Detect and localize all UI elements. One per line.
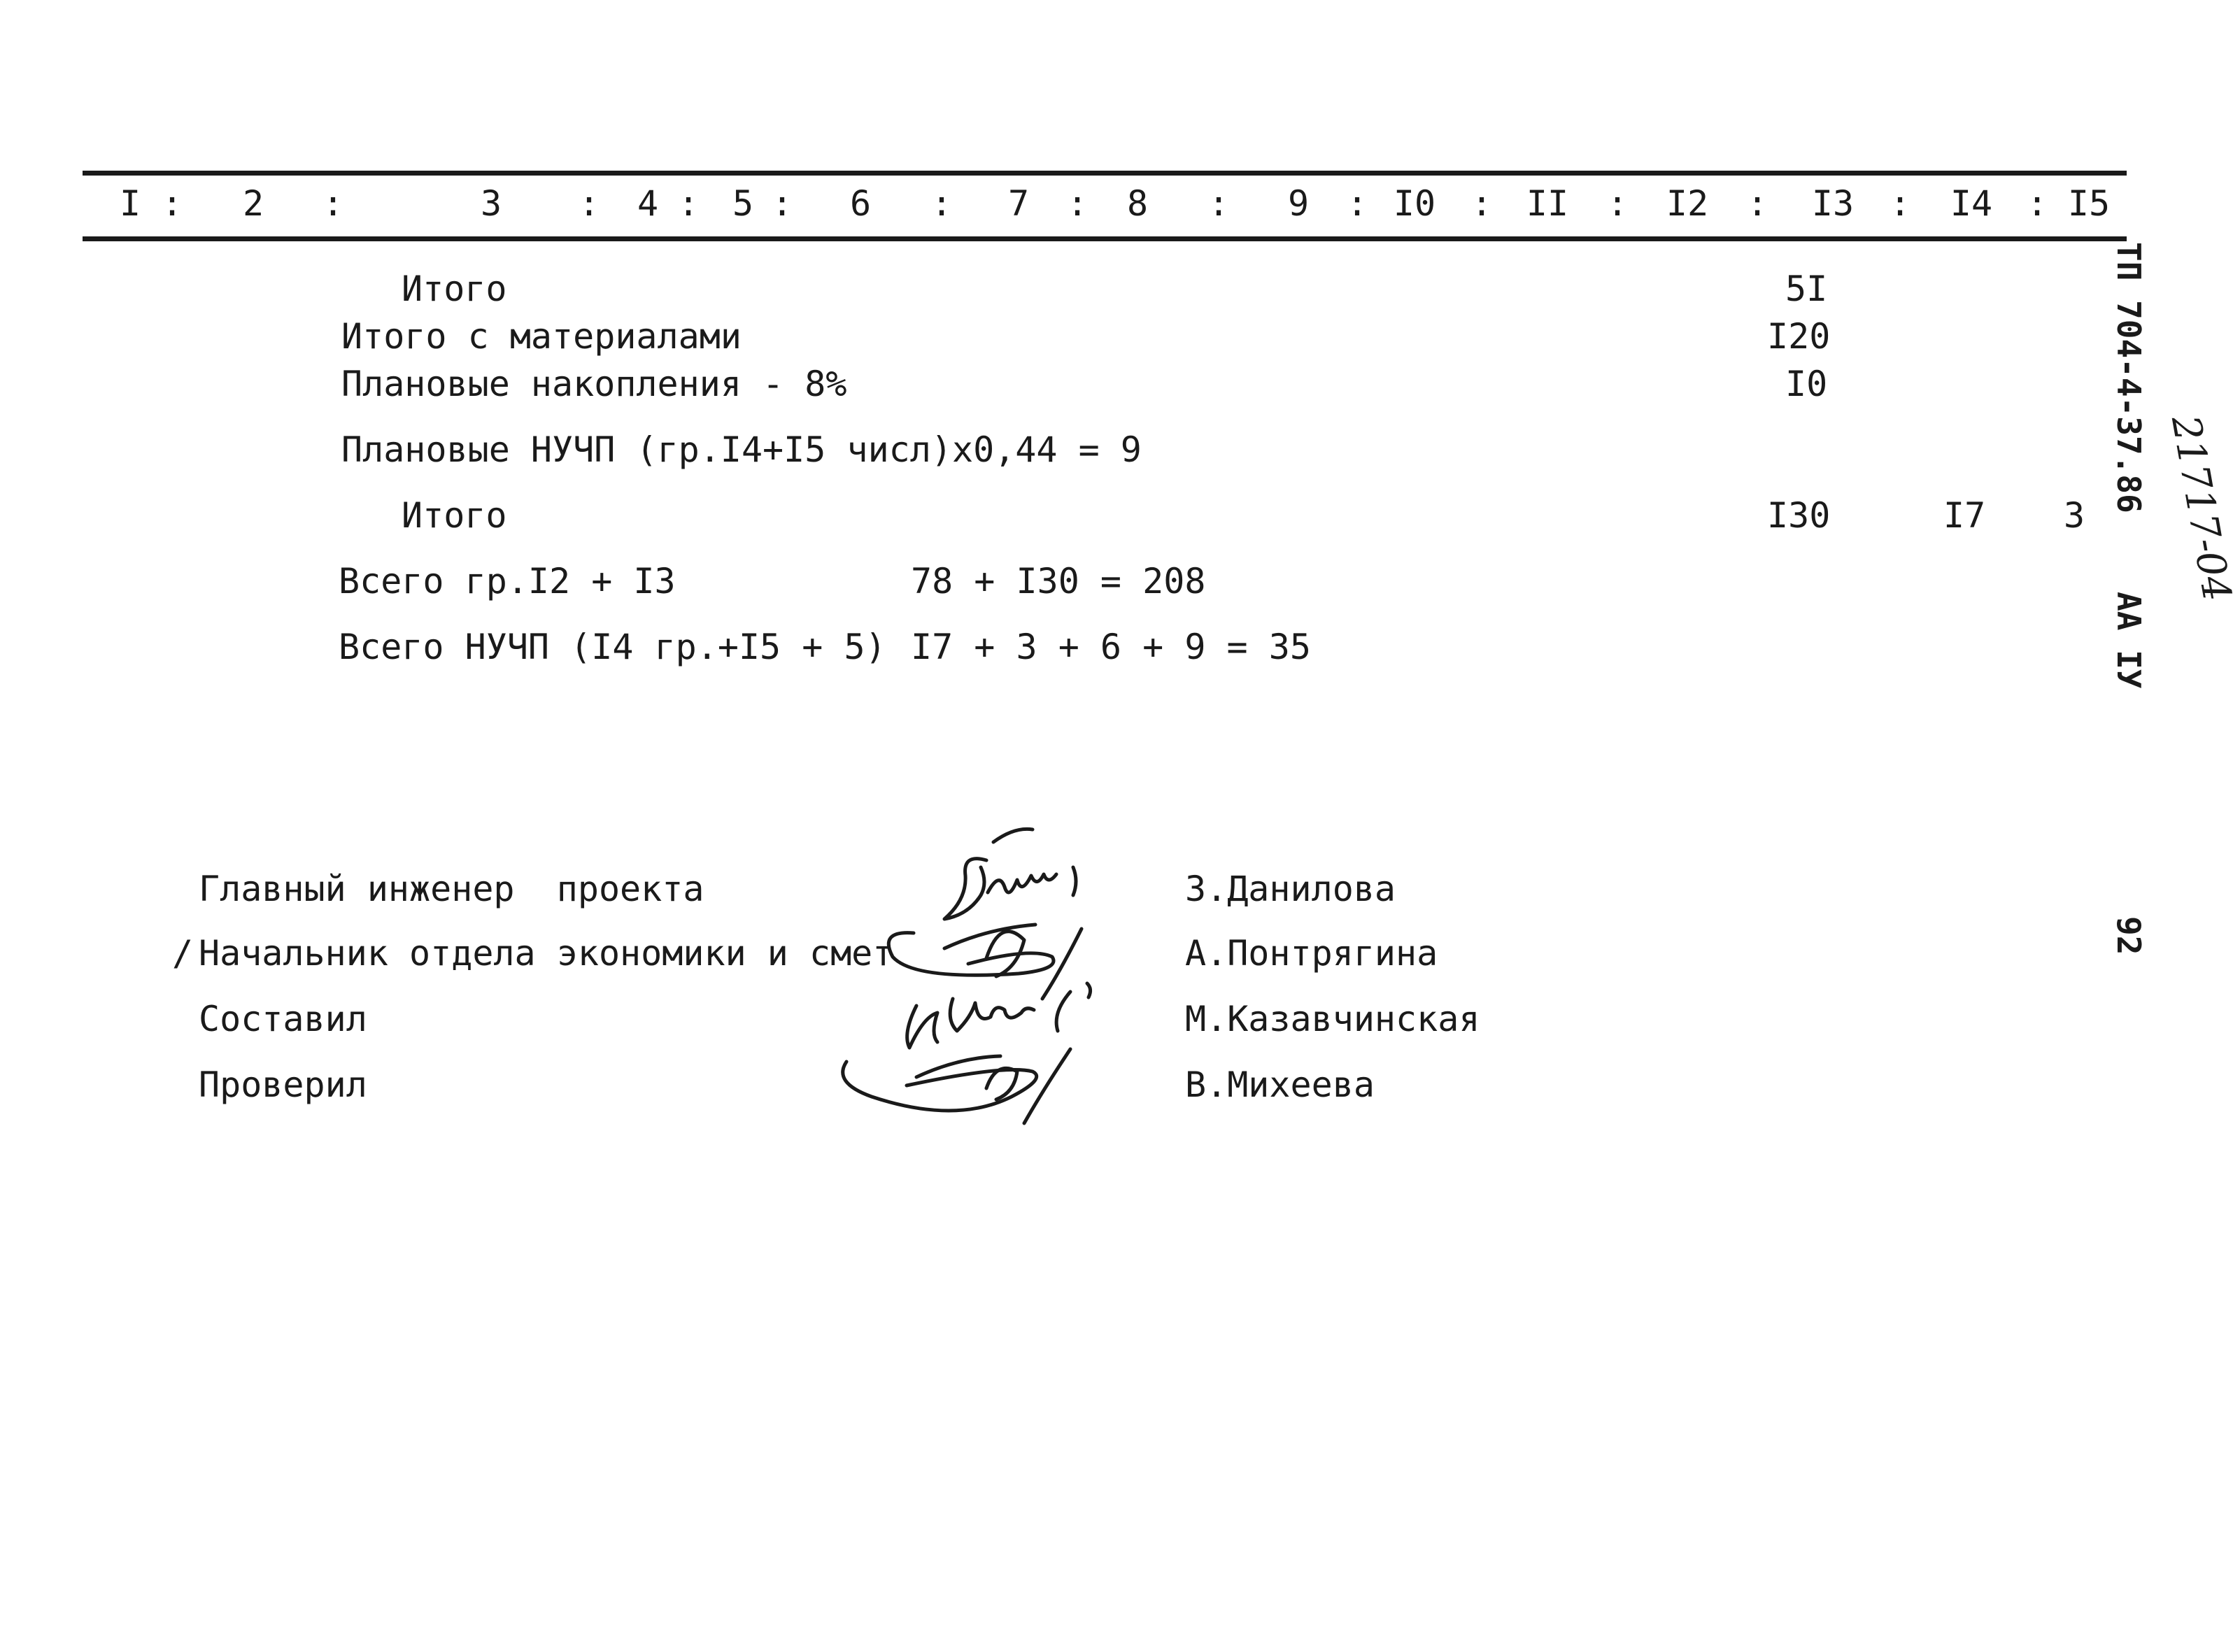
document-code: ТП 704-4-37.86 xyxy=(2110,242,2148,513)
row-label: Плановые накопления - 8% xyxy=(341,364,847,404)
row-label: Итого xyxy=(402,495,507,536)
column-header-5: 5 xyxy=(732,183,754,224)
column-separator: : xyxy=(1889,183,1911,224)
column-header-14: I4 xyxy=(1950,183,1993,224)
column-separator: : xyxy=(2026,183,2048,224)
row-value-col13: 5I xyxy=(1785,269,1828,309)
column-header-12: I2 xyxy=(1666,183,1709,224)
row-label: Всего гр.I2 + I3 xyxy=(339,561,676,601)
column-separator: : xyxy=(161,183,183,224)
column-separator: : xyxy=(930,183,953,224)
handwritten-signatures xyxy=(832,825,1154,1133)
column-header-9: 9 xyxy=(1287,183,1310,224)
column-header-4: 4 xyxy=(637,183,659,224)
column-header-7: 7 xyxy=(1007,183,1030,224)
signature-name: В.Михеева xyxy=(1185,1064,1375,1105)
signature-mark-slash: / xyxy=(172,933,194,974)
row-formula: I7 + 3 + 6 + 9 = 35 xyxy=(911,627,1311,667)
row-formula: 78 + I30 = 208 xyxy=(911,561,1206,601)
column-header-2: 2 xyxy=(242,183,264,224)
column-separator: : xyxy=(1346,183,1368,224)
row-label: Итого с материалами xyxy=(341,316,742,357)
column-header-11: II xyxy=(1526,183,1569,224)
row-value-col13: I20 xyxy=(1767,316,1831,357)
row-value-col14: I7 xyxy=(1943,495,1986,536)
column-separator: : xyxy=(1470,183,1493,224)
column-separator: : xyxy=(1207,183,1230,224)
column-header-3: 3 xyxy=(480,183,502,224)
page-number: 92 xyxy=(2110,916,2148,955)
column-header-8: 8 xyxy=(1126,183,1149,224)
column-header-10: I0 xyxy=(1393,183,1436,224)
column-header-15: I5 xyxy=(2067,183,2111,224)
row-value-col13: I0 xyxy=(1785,364,1828,404)
signature-role: Проверил xyxy=(199,1064,367,1105)
row-label: Всего НУЧП (I4 гр.+I5 + 5) xyxy=(339,627,886,667)
row-label: Плановые НУЧП (гр.I4+I5 числ)х0,44 = 9 xyxy=(341,429,1142,470)
column-header-6: 6 xyxy=(849,183,872,224)
column-separator: : xyxy=(771,183,793,224)
signature-name: А.Понтрягина xyxy=(1185,933,1438,974)
row-value-col15: 3 xyxy=(2064,495,2085,536)
signature-name: М.Казавчинская xyxy=(1185,999,1480,1039)
header-bottom-rule xyxy=(83,236,2127,241)
column-separator: : xyxy=(1066,183,1089,224)
header-top-rule xyxy=(83,171,2127,176)
column-separator: : xyxy=(578,183,600,224)
handwritten-inventory-number: 21717-04 xyxy=(2162,412,2240,605)
signature-role: Составил xyxy=(199,999,367,1039)
signature-role: Начальник отдела экономики и смет xyxy=(199,933,894,974)
signature-role: Главный инженер проекта xyxy=(199,869,704,909)
column-header-13: I3 xyxy=(1811,183,1855,224)
column-separator: : xyxy=(1746,183,1768,224)
column-header-1: I xyxy=(119,183,141,224)
album-label: АА IУ xyxy=(2110,592,2148,689)
column-separator: : xyxy=(322,183,344,224)
signature-name: З.Данилова xyxy=(1185,869,1396,909)
column-separator: : xyxy=(1606,183,1629,224)
row-value-col13: I30 xyxy=(1767,495,1831,536)
column-separator: : xyxy=(677,183,700,224)
row-label: Итого xyxy=(402,269,507,309)
